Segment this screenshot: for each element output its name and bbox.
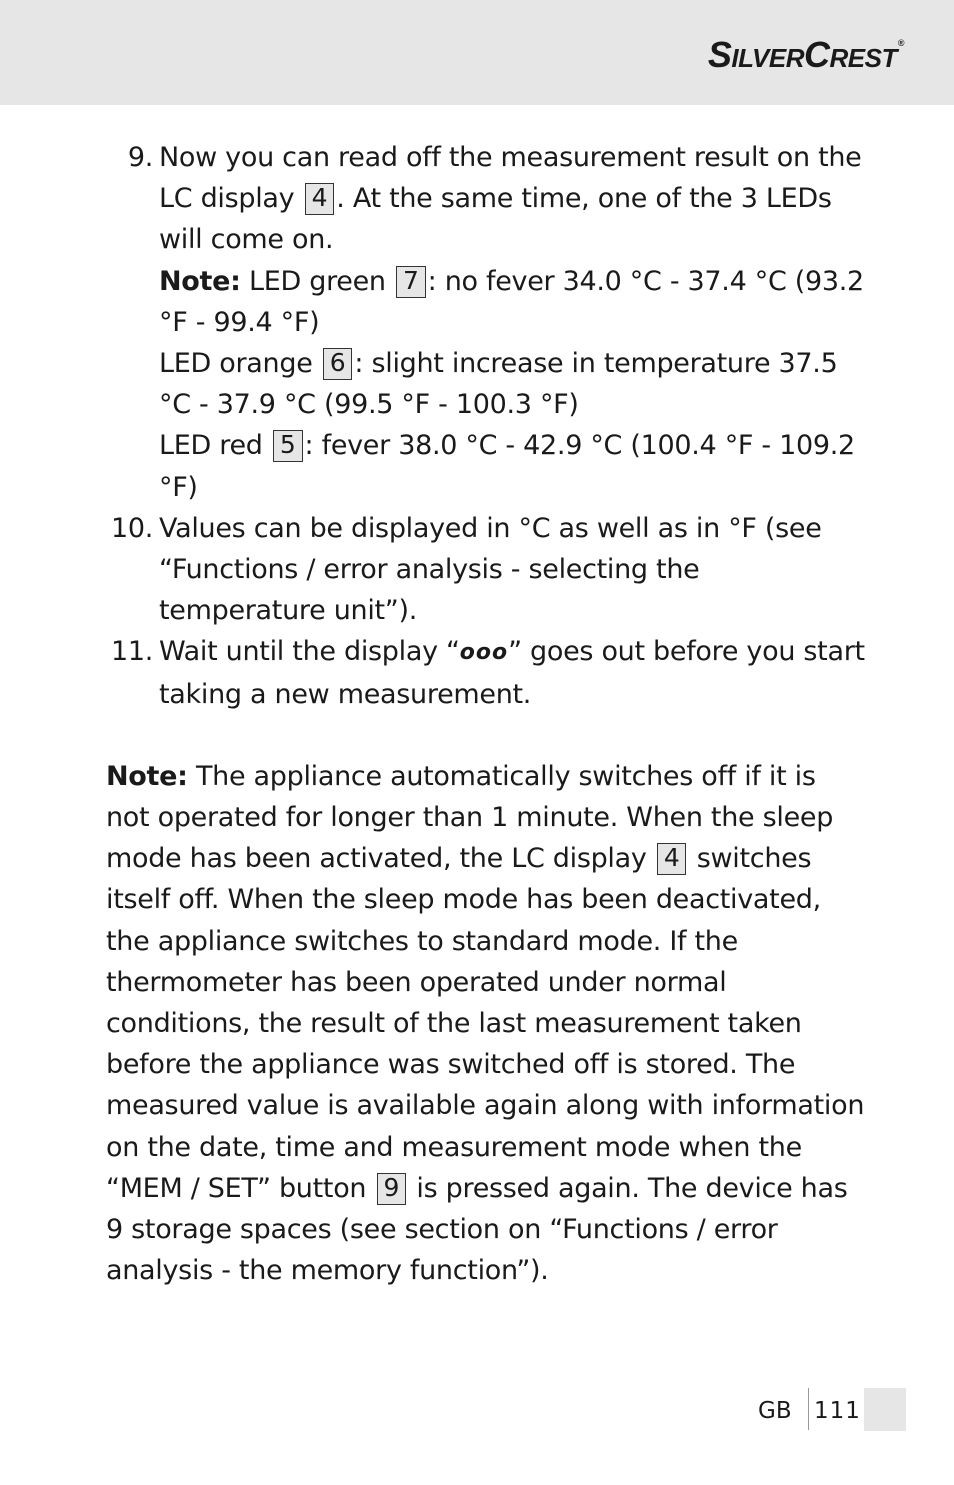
- footer-divider: [808, 1388, 809, 1430]
- ref-box: 9: [377, 1173, 407, 1205]
- note-paragraph: [106, 756, 866, 1292]
- note-text: is pressed again. The device has 9 storage spaces (see section on “Functions / error analysis - the memory function”).: [106, 1172, 848, 1287]
- item-number: 11.: [110, 636, 153, 668]
- ref-box: 7: [396, 266, 426, 298]
- note-text: switches itself off. When the sleep mode has been deactivated, the appliance switches to standard mode. If the thermometer has been operated under normal conditions, the result of the last measurement taken before the appliance was switched off is stored. The measured value is available again along with information on the date, time and measurement mode when the “MEM / SET” button: [106, 843, 865, 1204]
- item-text: LED green: [240, 265, 394, 297]
- ref-box: 6: [323, 348, 353, 380]
- page-number: 111: [814, 1398, 861, 1424]
- ref-box: 5: [273, 430, 303, 462]
- page-content: [106, 137, 866, 1291]
- display-symbol: ooo: [459, 640, 509, 666]
- note-label: Note:: [159, 265, 241, 297]
- item-text: : no fever 34.0 °C - 37.4 °C (93.2 °F - 99.4 °F): [159, 265, 864, 338]
- item-text: Now you can read off the measurement result on the LC display: [159, 142, 862, 215]
- item-text: . At the same time, one of the 3 LEDs will come on.: [159, 183, 832, 256]
- ref-box: 4: [657, 843, 687, 875]
- list-item-10: [106, 508, 866, 632]
- item-text: Values can be displayed in °C as well as in °F (see “Functions / error analysis - selecting the temperature unit”).: [159, 512, 822, 627]
- item-text: LED red: [159, 430, 271, 462]
- list-item-9: [106, 137, 866, 508]
- list-item-11: [106, 631, 866, 714]
- item-number: 9.: [127, 142, 153, 173]
- language-code: GB: [758, 1398, 792, 1424]
- page-header: [0, 0, 954, 105]
- item-text: : fever 38.0 °C - 42.9 °C (100.4 °F - 109.2 °F): [159, 430, 855, 503]
- item-number: 10.: [110, 512, 153, 544]
- item-text: : slight increase in temperature 37.5 °C - 37.9 °C (99.5 °F - 100.3 °F): [159, 348, 838, 421]
- item-text: ” goes out before you start taking a new measurement.: [159, 636, 865, 710]
- page-tab: [864, 1388, 906, 1431]
- item-text: LED orange: [159, 348, 321, 380]
- silvercrest-logo: SILVERCREST®: [707, 34, 904, 75]
- note-text: The appliance automatically switches off if it is not operated for longer than 1 minute. When the sleep mode has been activated, the LC display: [106, 760, 834, 875]
- ref-box: 4: [305, 183, 335, 215]
- item-text: Wait until the display “: [159, 636, 460, 668]
- note-label: Note:: [106, 760, 188, 792]
